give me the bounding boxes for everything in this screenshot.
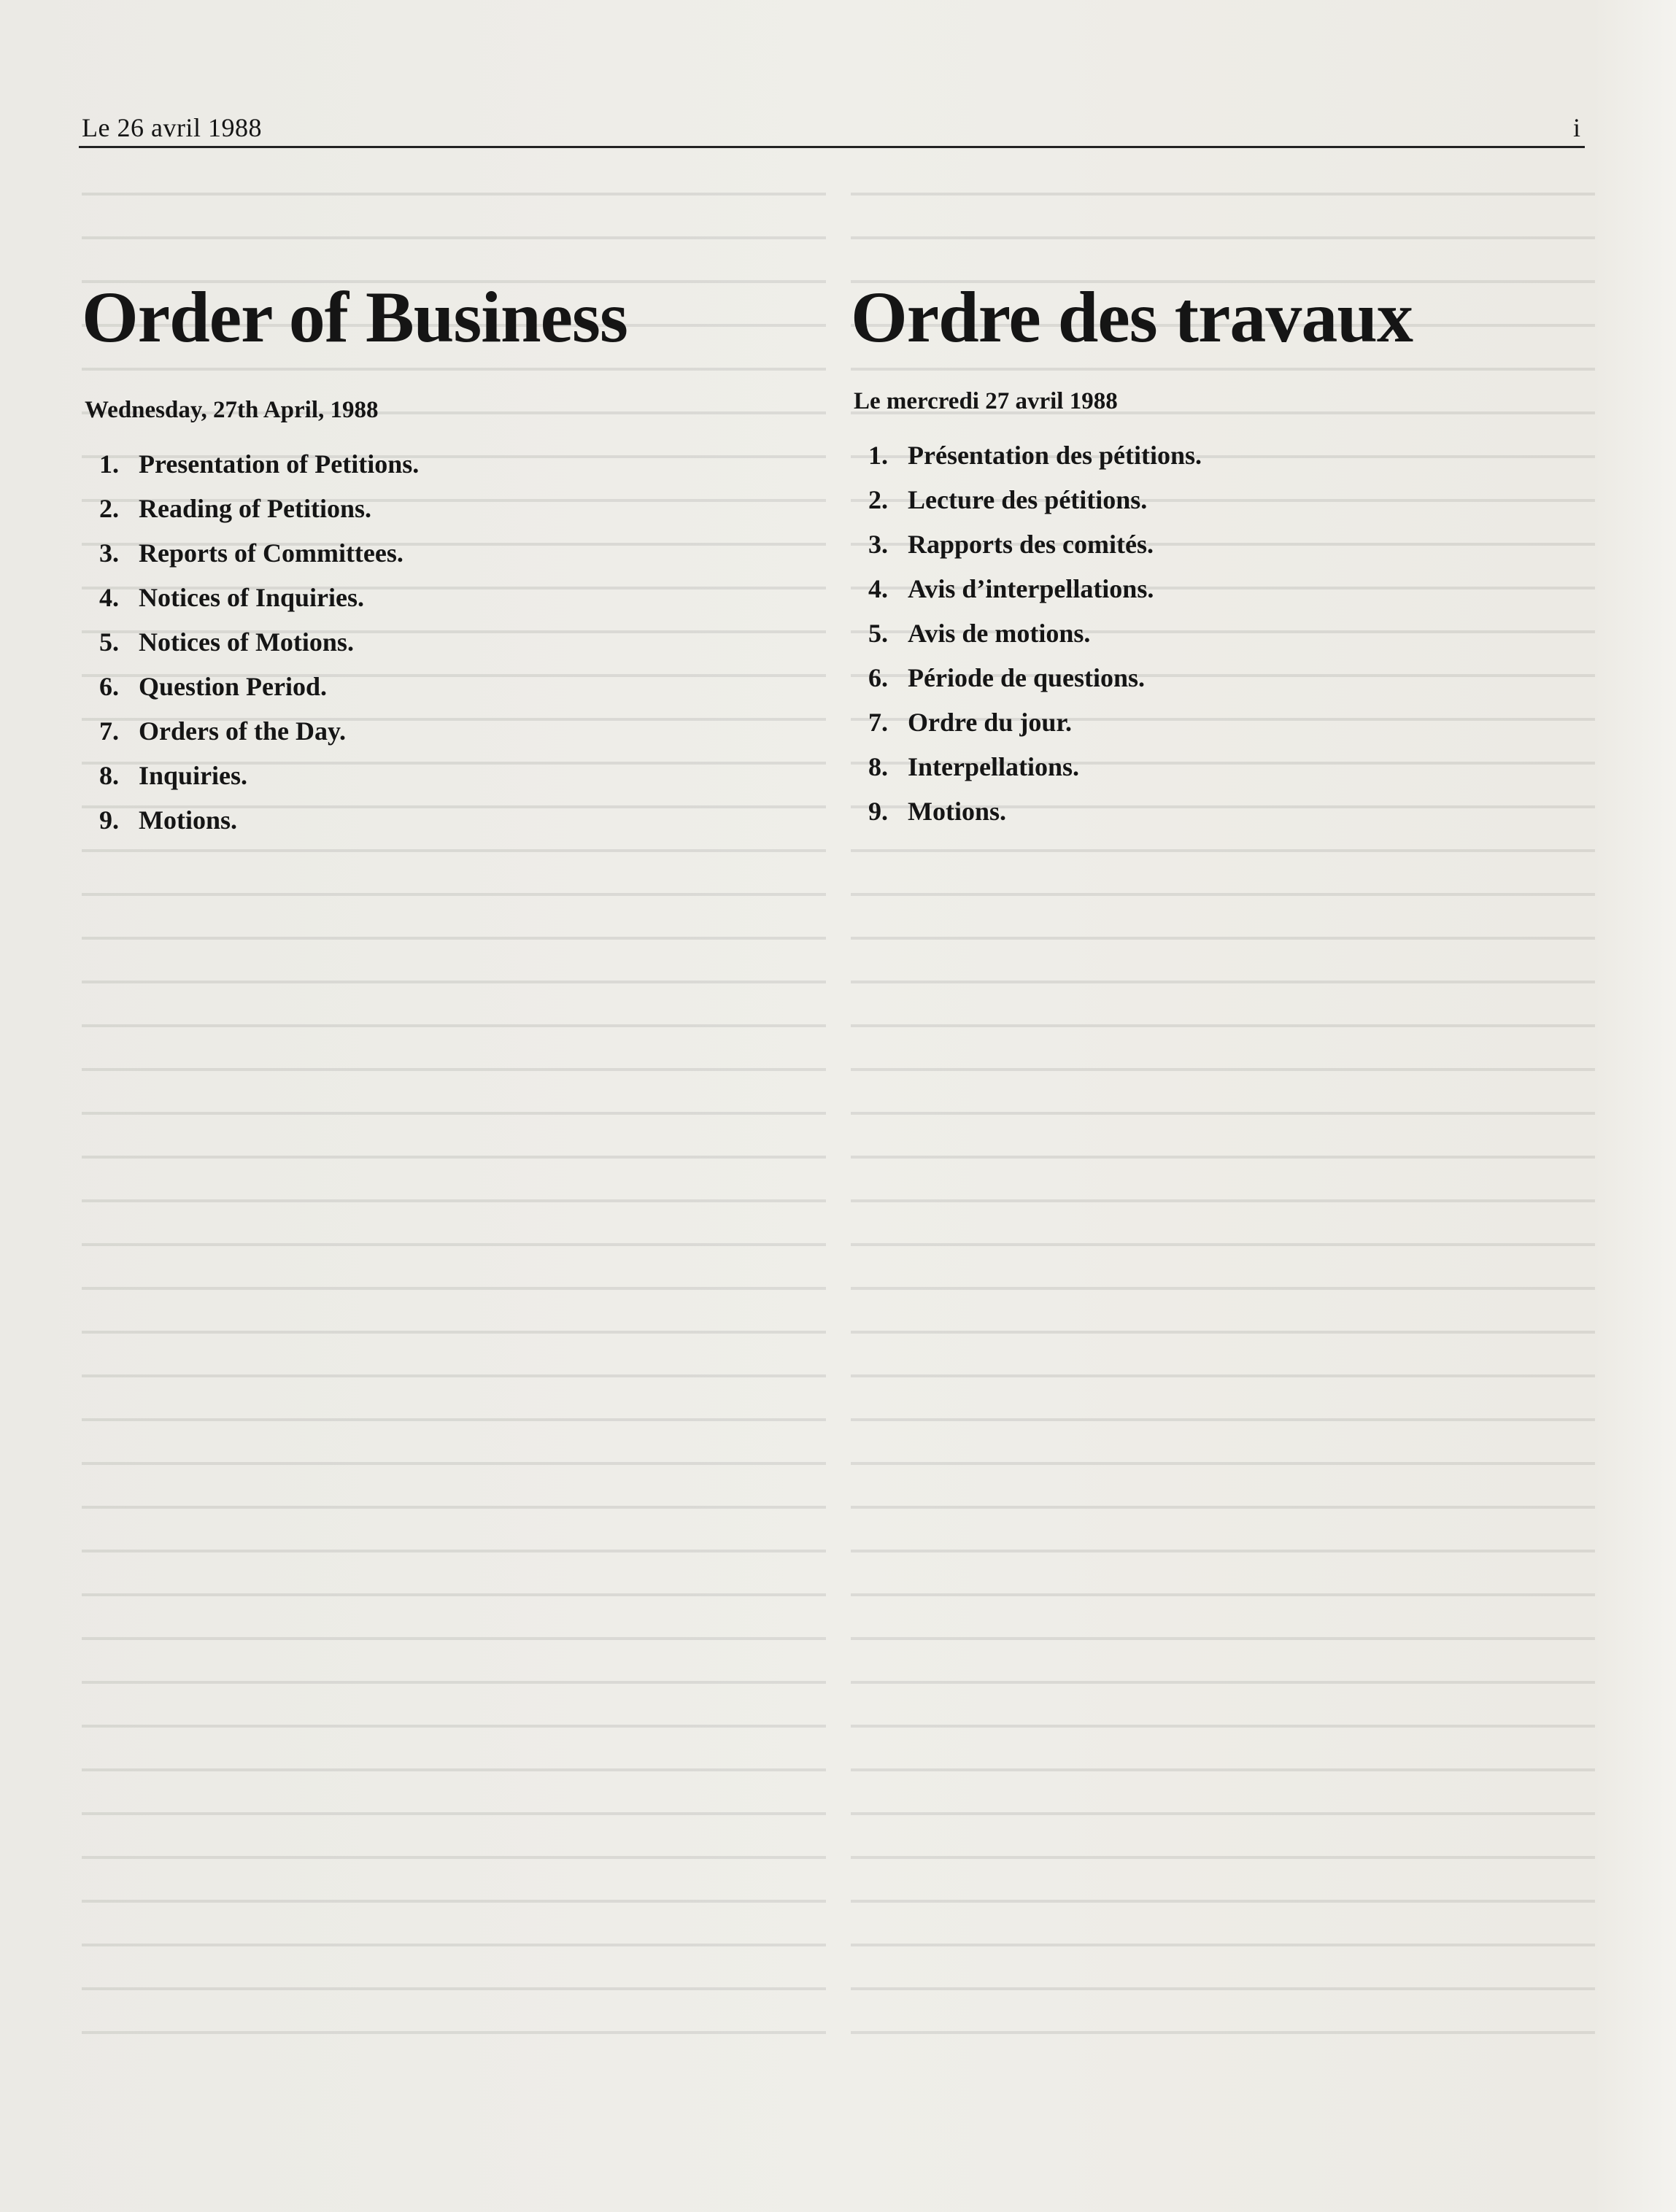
item-number: 4. — [868, 574, 888, 603]
list-item — [868, 567, 1580, 611]
english-column — [82, 277, 811, 843]
header-date: Le 26 avril 1988 — [82, 113, 262, 142]
list-item — [868, 789, 1580, 834]
list-item — [99, 442, 811, 487]
list-item — [99, 531, 811, 576]
item-number: 3. — [99, 538, 119, 568]
item-label: Avis de motions. — [908, 619, 1091, 648]
page-header — [79, 113, 1585, 148]
item-number: 5. — [99, 627, 119, 657]
list-item — [99, 798, 811, 843]
list-item — [99, 487, 811, 531]
page-number: i — [1572, 113, 1580, 142]
english-title: Order of Business — [82, 276, 627, 357]
item-number: 7. — [868, 708, 888, 737]
list-item — [99, 576, 811, 620]
item-number: 8. — [868, 752, 888, 781]
list-item — [868, 656, 1580, 700]
french-order-list — [851, 433, 1580, 834]
item-number: 1. — [99, 449, 119, 479]
list-item — [99, 665, 811, 709]
list-item — [868, 700, 1580, 745]
item-number: 3. — [868, 530, 888, 559]
item-number: 6. — [868, 663, 888, 692]
item-label: Période de questions. — [908, 663, 1146, 692]
list-item — [868, 433, 1580, 478]
item-label: Notices of Motions. — [139, 627, 354, 657]
english-order-list — [82, 442, 811, 843]
item-number: 9. — [868, 797, 888, 826]
item-label: Question Period. — [139, 672, 327, 701]
item-number: 2. — [868, 485, 888, 514]
list-item — [99, 754, 811, 798]
item-label: Lecture des pétitions. — [908, 485, 1148, 514]
french-column — [851, 277, 1580, 834]
item-label: Motions. — [908, 797, 1006, 826]
item-label: Avis d’interpellations. — [908, 574, 1154, 603]
item-number: 4. — [99, 583, 119, 612]
item-number: 9. — [99, 805, 119, 835]
item-label: Presentation of Petitions. — [139, 449, 420, 479]
english-date: Wednesday, 27th April, 1988 — [85, 397, 379, 423]
list-item — [99, 709, 811, 754]
french-title: Ordre des travaux — [851, 276, 1413, 357]
list-item — [99, 620, 811, 665]
list-item — [868, 478, 1580, 522]
list-item — [868, 611, 1580, 656]
item-number: 7. — [99, 716, 119, 746]
item-label: Reading of Petitions. — [139, 494, 371, 523]
item-label: Notices of Inquiries. — [139, 583, 364, 612]
item-number: 2. — [99, 494, 119, 523]
item-label: Rapports des comités. — [908, 530, 1154, 559]
item-label: Présentation des pétitions. — [908, 441, 1202, 470]
item-label: Reports of Committees. — [139, 538, 403, 568]
item-label: Interpellations. — [908, 752, 1080, 781]
item-label: Inquiries. — [139, 761, 248, 790]
item-label: Ordre du jour. — [908, 708, 1073, 737]
item-number: 6. — [99, 672, 119, 701]
list-item — [868, 522, 1580, 567]
item-number: 1. — [868, 441, 888, 470]
item-number: 5. — [868, 619, 888, 648]
french-date: Le mercredi 27 avril 1988 — [854, 388, 1118, 414]
item-label: Motions. — [139, 805, 237, 835]
list-item — [868, 745, 1580, 789]
item-number: 8. — [99, 761, 119, 790]
item-label: Orders of the Day. — [139, 716, 346, 746]
